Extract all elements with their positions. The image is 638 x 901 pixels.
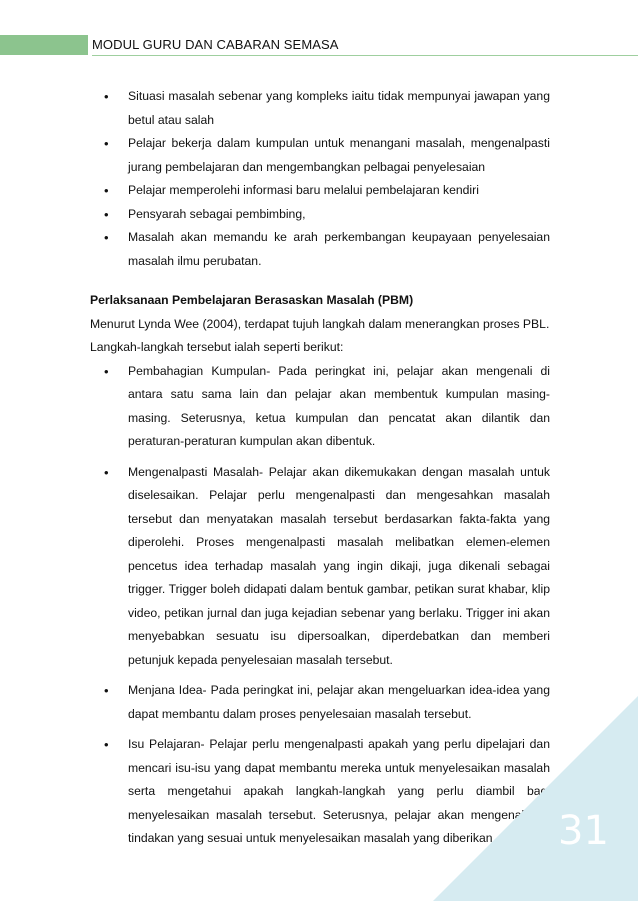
section-heading: Perlaksanaan Pembelajaran Berasaskan Masalah (PBM) bbox=[90, 293, 414, 307]
list-item: • Pelajar memperolehi informasi baru melalui pembelajaran kendiri bbox=[90, 179, 550, 203]
corner-decoration bbox=[433, 696, 638, 901]
corner-triangle bbox=[433, 696, 638, 901]
header-rule bbox=[92, 55, 638, 56]
section-intro-paragraph: Menurut Lynda Wee (2004), terdapat tujuh langkah dalam menerangkan proses PBL. Langkah-langkah tersebut ialah seperti berikut: bbox=[90, 316, 550, 354]
list-item: • Masalah akan memandu ke arah perkembangan keupayaan penyelesaian masalah ilmu perubatan. bbox=[90, 226, 550, 273]
list-item: • Menjana Idea- Pada peringkat ini, pelajar akan mengeluarkan idea-idea yang dapat membantu dalam proses penyelesaian masalah tersebut. bbox=[90, 679, 550, 726]
list-item: • Pensyarah sebagai pembimbing, bbox=[90, 203, 550, 227]
intro-bullet-list bbox=[90, 85, 550, 273]
page-header-title: MODUL GURU DAN CABARAN SEMASA bbox=[92, 37, 339, 52]
list-item: • Pembahagian Kumpulan- Pada peringkat ini, pelajar akan mengenali di antara satu sama lain dan pelajar akan membentuk kumpulan masing-masing. Seterusnya, ketua kumpulan dan pencatat akan dilantik dan peraturan-peraturan kumpulan akan dibentuk. bbox=[90, 360, 550, 454]
list-item: • Mengenalpasti Masalah- Pelajar akan dikemukakan dengan masalah untuk diselesaikan. Pelajar perlu mengenalpasti dan mengesahkan masalah tersebut dan menyatakan masalah tersebut berdasarkan fakta-fakta yang diperolehi. Proses mengenalpasti masalah melibatkan elemen-elemen pencetus idea terhadap masalah yang ingin dikaji, juga dikenali sebagai trigger. Trigger boleh didapati dalam bentuk gambar, petikan surat khabar, klip video, petikan jurnal dan juga kejadian sebenar yang berlaku. Trigger ini akan menyebabkan sesuatu isu dipersoalkan, diperdebatkan dan memberi petunjuk kepada penyelesaian masalah tersebut. bbox=[90, 461, 550, 673]
list-item: • Pelajar bekerja dalam kumpulan untuk menangani masalah, mengenalpasti jurang pembelajaran dan mengembangkan pelbagai penyelesaian bbox=[90, 132, 550, 179]
list-item: • Isu Pelajaran- Pelajar perlu mengenalpasti apakah yang perlu dipelajari dan mencari isu-isu yang dapat membantu mereka untuk menyelesaikan masalah serta mengetahui apakah langkah-langkah yang perlu diambil bagi menyelesaikan masalah tersebut. Seterusnya, pelajar akan mengenalpasti tindakan yang sesuai untuk menyelesaikan masalah yang diberikan. bbox=[90, 733, 550, 851]
list-item: • Situasi masalah sebenar yang kompleks iaitu tidak mempunyai jawapan yang betul atau salah bbox=[90, 85, 550, 132]
section-spacer bbox=[90, 273, 550, 289]
page-number: 31 bbox=[558, 808, 609, 854]
header-accent-bar bbox=[0, 35, 88, 55]
